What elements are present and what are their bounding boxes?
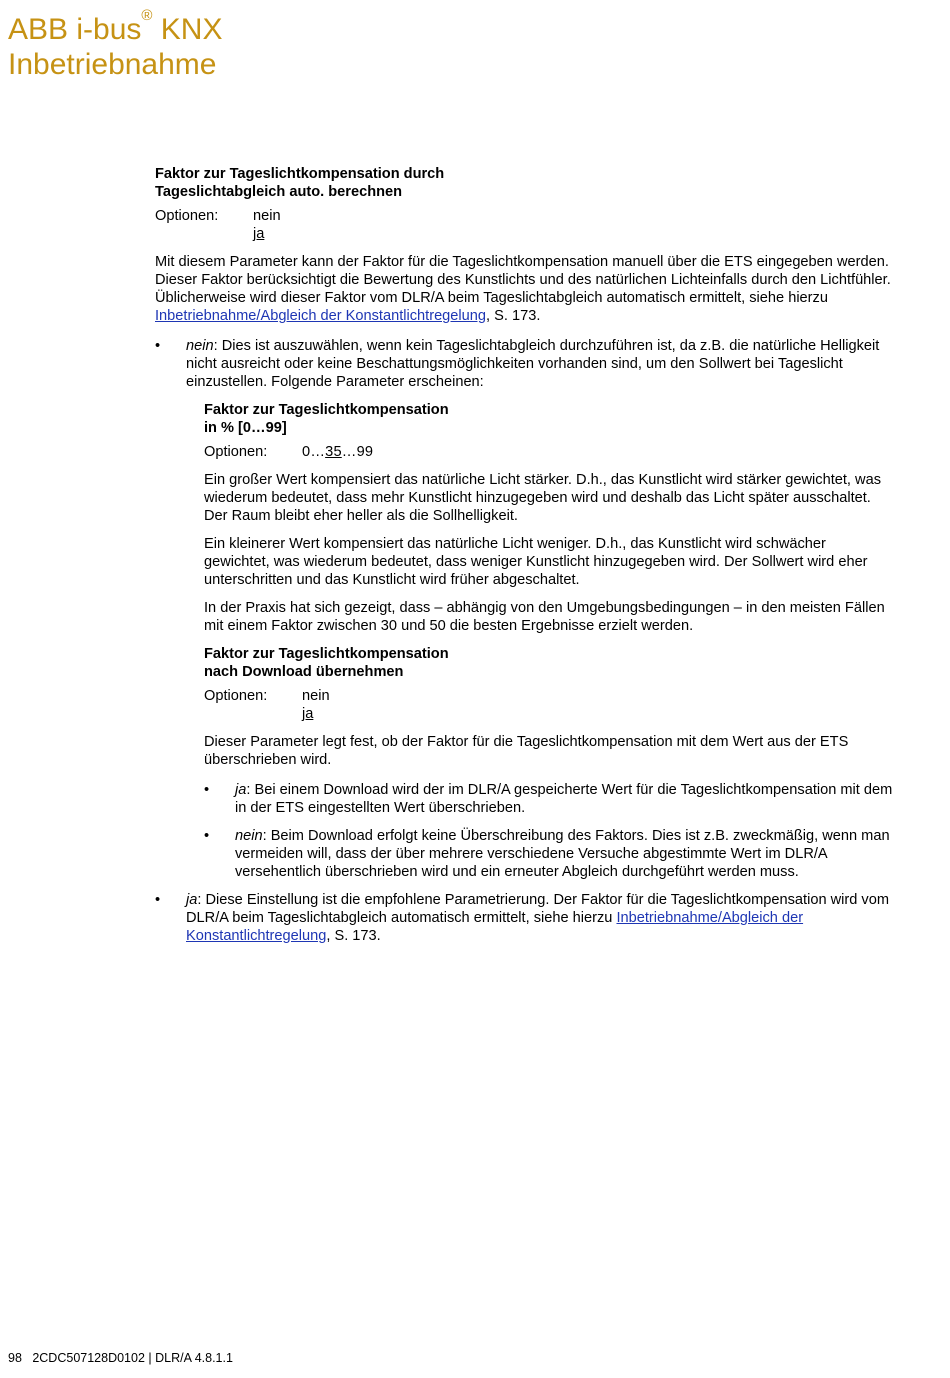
factor-default: 35 bbox=[325, 444, 342, 460]
options-label: Optionen: bbox=[204, 688, 268, 704]
list-item: • nein: Beim Download erfolgt keine Überschreibung des Faktors. Dies ist z.B. zweckmäßig, wenn man vermeiden will, dass der über mehrere verschiedene Versuche abgestimmte Wert im DLR/A versehentlich überschrieben wird und ein erneuter Abgleich durchgeführt werden muss. bbox=[204, 827, 895, 881]
list-item: • nein: Dies ist auszuwählen, wenn kein Tageslichtabgleich durchzuführen ist, da z.B. die natürliche Helligkeit nicht ausreicht oder keine Beschattungsmöglichkeiten vorhanden sind, um den Sollwert bei Tageslicht einzustellen. Folgende Parameter erscheinen: Faktor zur Tageslichtkompensation in % [0…99] Optionen: 0…35…99 Ein großer Wert kompensiert das natürliche Licht stärker. D.h., das Kunstlicht wird stärker gewichtet, was wiederum bedeutet, dass mehr Kunstlicht hinzugegeben wird und deshalb das Licht später ausschaltet. Der Raum bleibt eher heller als die Sollhelligkeit. Ein kleinerer Wert kompensiert das natürliche Licht weniger. D.h., das Kunstlicht wird schwächer gewichtet, was wiederum bedeutet, dass weniger Kunstlicht hinzugegeben wird. Der Sollwert wird eher unterschritten und das Kunstlicht wird früher abgeschaltet. In der Praxis hat sich gezeigt, dass – abhängig von den Umgebungsbedingungen – in den meisten Fällen mit einem Faktor zwischen 30 und 50 die besten Ergebnisse erzielt werden. Faktor zur Tageslichtkompensation nach Download übernehmen Optionen: nein ja Dieser Parameter legt fest, ob der Faktor für die Tageslichtkompensation mit dem Wert aus der ETS überschrieben wird. • ja: Bei einem Download wird der im DLR/A gespeicherte Wert für die Tageslichtkompensation mit dem in der ETS eingestellten Wert überschrieben. • nein: Beim Download erfolgt keine Überschreibung des Faktors. Dies ist z.B. zweckmäßig, wenn man vermeiden will, dass der über mehrere verschiedene Versuche abgestimmte Wert im DLR/A versehentlich überschrieben wird und ein erneuter Abgleich durchgeführt werden muss. bbox=[155, 337, 895, 881]
options-factor bbox=[204, 443, 895, 461]
subsection-title-download: Faktor zur Tageslichtkompensation nach Download übernehmen bbox=[204, 646, 449, 680]
download-bullet-list bbox=[204, 781, 895, 881]
header-subtitle: Inbetriebnahme bbox=[8, 48, 217, 81]
list-item: • ja: Bei einem Download wird der im DLR/A gespeicherte Wert für die Tageslichtkompensation mit dem in der ETS eingestellten Wert überschrieben. bbox=[204, 781, 895, 817]
registered-mark: ® bbox=[141, 7, 153, 24]
option-ja-default: ja bbox=[253, 226, 265, 242]
page-footer bbox=[8, 1351, 233, 1366]
crossref-link[interactable]: Inbetriebnahme/Abgleich der Konstantlichtregelung bbox=[155, 308, 487, 324]
option-nein: nein bbox=[302, 688, 330, 704]
page-header bbox=[8, 7, 223, 82]
doc-id: 2CDC507128D0102 | DLR/A 4.8.1.1 bbox=[32, 1351, 233, 1365]
crossref-link[interactable]: Inbetriebnahme/Abgleich der Konstantlichtregelung bbox=[186, 910, 804, 944]
document-body bbox=[155, 165, 895, 945]
options-label: Optionen: bbox=[155, 208, 219, 224]
factor-para-1: Ein großer Wert kompensiert das natürliche Licht stärker. D.h., das Kunstlicht wird stärker gewichtet, was wiederum bedeutet, dass mehr Kunstlicht hinzugegeben wird und deshalb das Licht später ausschaltet. Der Raum bleibt eher heller als die Sollhelligkeit. bbox=[204, 472, 881, 524]
option-bullet-list bbox=[155, 337, 895, 945]
options-auto-calc bbox=[155, 207, 895, 243]
options-label: Optionen: bbox=[204, 444, 268, 460]
factor-range: 0…35…99 bbox=[302, 444, 374, 460]
list-item: • ja: Diese Einstellung ist die empfohlene Parametrierung. Der Faktor für die Tageslichtkompensation wird vom DLR/A beim Tageslichtabgleich automatisch ermittelt, siehe hierzu Inbetriebnahme/Abgleich der Konstantlichtregelung, S. 173. bbox=[155, 891, 895, 945]
options-download bbox=[204, 687, 895, 723]
factor-para-3: In der Praxis hat sich gezeigt, dass – abhängig von den Umgebungsbedingungen – in den meisten Fällen mit einem Faktor zwischen 30 und 50 die besten Ergebnisse erzielt werden. bbox=[204, 600, 885, 634]
factor-para-2: Ein kleinerer Wert kompensiert das natürliche Licht weniger. D.h., das Kunstlicht wird schwächer gewichtet, was wiederum bedeutet, dass weniger Kunstlicht hinzugegeben wird. Der Sollwert wird eher unterschritten und das Kunstlicht wird früher abgeschaltet. bbox=[204, 536, 868, 588]
header-title: ABB i-bus® KNX bbox=[8, 7, 223, 46]
subsection-title-factor: Faktor zur Tageslichtkompensation in % [0…99] bbox=[204, 402, 449, 436]
option-ja-default: ja bbox=[302, 706, 314, 722]
nested-parameters bbox=[186, 401, 895, 881]
option-nein: nein bbox=[253, 208, 281, 224]
section-title-auto-calc: Faktor zur Tageslichtkompensation durch Tageslichtabgleich auto. berechnen bbox=[155, 166, 445, 200]
page-number: 98 bbox=[8, 1351, 22, 1365]
download-description: Dieser Parameter legt fest, ob der Faktor für die Tageslichtkompensation mit dem Wert aus der ETS überschrieben wird. bbox=[204, 734, 849, 768]
section-description: Mit diesem Parameter kann der Faktor für die Tageslichtkompensation manuell über die ETS eingegeben werden. Dieser Faktor berücksichtigt die Bewertung des Kunstlichts und des natürlichen Lichteinfalls durch den Lichtfühler. Üblicherweise wird dieser Faktor vom DLR/A beim Tageslichtabgleich automatisch ermittelt, siehe hierzu Inbetriebnahme/Abgleich der Konstantlichtregelung, S. 173. bbox=[155, 254, 891, 324]
